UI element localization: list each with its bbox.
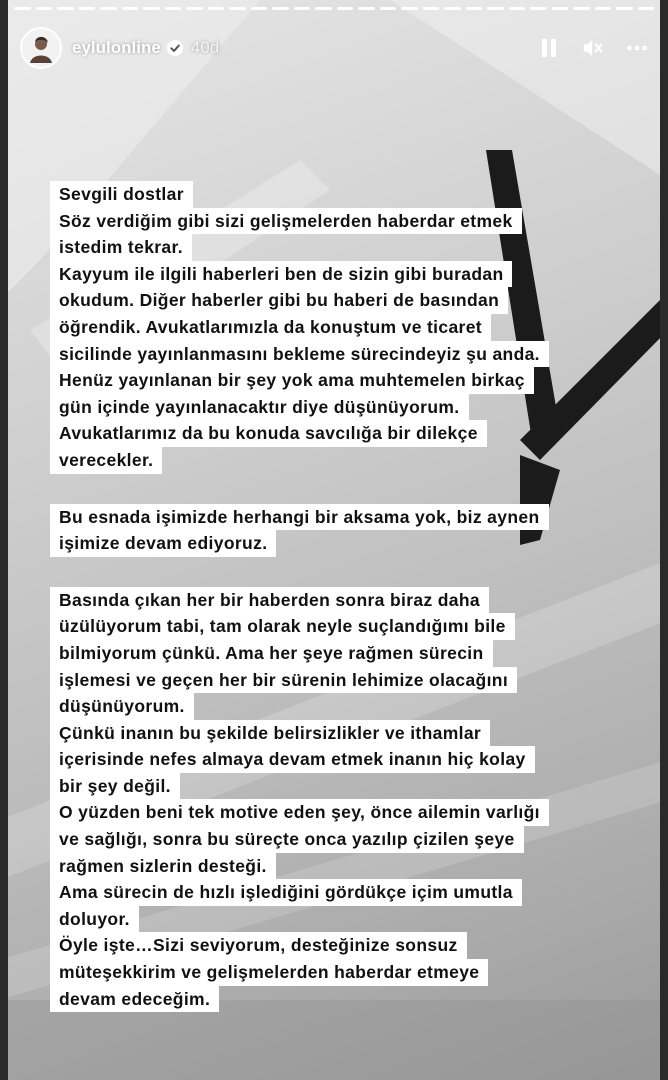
- progress-segment: [358, 7, 375, 10]
- progress-segment: [595, 7, 612, 10]
- progress-segment: [122, 7, 139, 10]
- more-options-button[interactable]: [626, 37, 648, 59]
- muted-speaker-icon: [582, 37, 604, 59]
- progress-segment: [487, 7, 504, 10]
- progress-segment: [186, 7, 203, 10]
- story-header: [20, 26, 648, 70]
- pause-icon: [540, 38, 558, 58]
- progress-segment: [14, 7, 31, 10]
- profile-photo-icon: [26, 33, 56, 63]
- text-line: O yüzden beni tek motive eden şey, önce ailemin varlığı: [50, 799, 549, 826]
- text-line: devam edeceğim.: [50, 986, 219, 1013]
- frame-right: [660, 0, 668, 1080]
- frame-left: [0, 0, 8, 1080]
- paragraph-gap: [50, 474, 630, 504]
- text-line: Basında çıkan her bir haberden sonra biraz daha: [50, 587, 489, 614]
- progress-segment: [401, 7, 418, 10]
- progress-segment: [57, 7, 74, 10]
- progress-segment: [423, 7, 440, 10]
- text-line: Bu esnada işimizde herhangi bir aksama yok, biz aynen: [50, 504, 549, 531]
- progress-segment: [315, 7, 332, 10]
- story-progress-bar: [14, 7, 654, 10]
- text-line: verecekler.: [50, 447, 162, 474]
- text-line: müteşekkirim ve gelişmelerden haberdar etmeye: [50, 959, 488, 986]
- text-line: Ama sürecin de hızlı işlediğini gördükçe içim umutla: [50, 879, 522, 906]
- progress-segment: [616, 7, 633, 10]
- text-line: bir şey değil.: [50, 773, 180, 800]
- text-line: içerisinde nefes almaya devam etmek inanın hiç kolay: [50, 746, 535, 773]
- avatar[interactable]: [20, 27, 62, 69]
- progress-segment: [251, 7, 268, 10]
- progress-segment: [100, 7, 117, 10]
- progress-segment: [337, 7, 354, 10]
- progress-segment: [36, 7, 53, 10]
- text-line: rağmen sizlerin desteği.: [50, 853, 276, 880]
- progress-segment: [444, 7, 461, 10]
- text-line: doluyor.: [50, 906, 139, 933]
- text-line: işlemesi ve geçen her bir sürenin lehimize olacağını: [50, 667, 517, 694]
- progress-segment: [79, 7, 96, 10]
- progress-segment: [466, 7, 483, 10]
- verified-badge-icon: [167, 40, 183, 56]
- text-line: istedim tekrar.: [50, 234, 192, 261]
- text-line: Henüz yayınlanan bir şey yok ama muhtemelen birkaç: [50, 367, 534, 394]
- text-line: Öyle işte…Sizi seviyorum, desteğinize sonsuz: [50, 932, 467, 959]
- progress-segment: [530, 7, 547, 10]
- text-line: Söz verdiğim gibi sizi gelişmelerden haberdar etmek: [50, 208, 522, 235]
- story-text-overlay: [50, 181, 630, 1012]
- username[interactable]: eylulonline: [72, 38, 161, 57]
- text-line: Avukatlarımız da bu konuda savcılığa bir dilekçe: [50, 420, 487, 447]
- text-line: işimize devam ediyoruz.: [50, 530, 276, 557]
- progress-segment: [272, 7, 289, 10]
- text-line: düşünüyorum.: [50, 693, 194, 720]
- text-line: üzülüyorum tabi, tam olarak neyle suçlandığımı bile: [50, 613, 515, 640]
- post-age: 40d: [190, 38, 220, 57]
- progress-segment: [208, 7, 225, 10]
- progress-segment: [573, 7, 590, 10]
- text-line: öğrendik. Avukatlarımızla da konuştum ve ticaret: [50, 314, 491, 341]
- text-line: sicilinde yayınlanmasını bekleme sürecindeyiz şu anda.: [50, 341, 549, 368]
- progress-segment: [509, 7, 526, 10]
- progress-segment: [294, 7, 311, 10]
- progress-segment: [165, 7, 182, 10]
- mute-button[interactable]: [582, 37, 604, 59]
- text-line: Kayyum ile ilgili haberleri ben de sizin gibi buradan: [50, 261, 512, 288]
- progress-segment: [638, 7, 655, 10]
- more-icon: [626, 44, 648, 52]
- text-line: okudum. Diğer haberler gibi bu haberi de basından: [50, 287, 508, 314]
- text-line: Sevgili dostlar: [50, 181, 193, 208]
- text-line: gün içinde yayınlanacaktır diye düşünüyorum.: [50, 394, 469, 421]
- progress-segment: [229, 7, 246, 10]
- pause-button[interactable]: [538, 37, 560, 59]
- text-line: bilmiyorum çünkü. Ama her şeye rağmen sürecin: [50, 640, 493, 667]
- text-line: Çünkü inanın bu şekilde belirsizlikler ve ithamlar: [50, 720, 490, 747]
- progress-segment: [380, 7, 397, 10]
- text-line: ve sağlığı, sonra bu süreçte onca yazılıp çizilen şeye: [50, 826, 524, 853]
- paragraph-gap: [50, 557, 630, 587]
- progress-segment: [552, 7, 569, 10]
- progress-segment: [143, 7, 160, 10]
